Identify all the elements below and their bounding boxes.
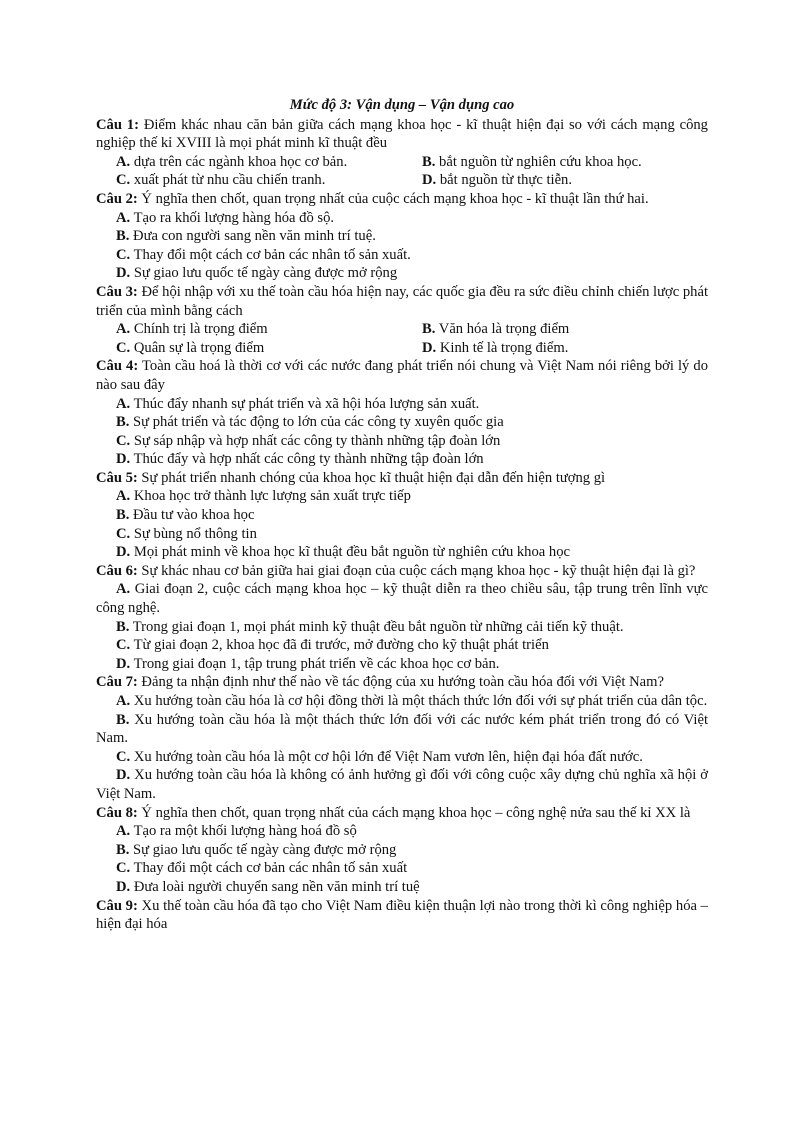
option-text: Xu hướng toàn cầu hóa là cơ hội đồng thời là một thách thức lớn đối với sự phát triển của dân tộc. — [133, 693, 708, 709]
option-c — [116, 432, 708, 451]
question-label: Câu 7: — [96, 674, 138, 691]
option-c — [116, 859, 708, 878]
answer-options — [96, 395, 708, 469]
answer-options — [96, 487, 708, 561]
option-d — [96, 766, 708, 803]
option-letter: A. — [116, 488, 131, 505]
option-letter: A. — [116, 395, 131, 412]
option-letter: A. — [116, 693, 131, 709]
answer-options — [116, 320, 708, 357]
question-stem: Ý nghĩa then chốt, quan trọng nhất của cách mạng khoa học – công nghệ nửa sau thế kỉ XX là — [141, 804, 691, 821]
question-text — [96, 673, 708, 692]
option-c — [116, 525, 708, 544]
option-text: Từ giai đoạn 2, khoa học đã đi trước, mở đường cho kỹ thuật phát triển — [133, 637, 549, 654]
option-text: Quân sự là trọng điểm — [133, 339, 265, 356]
question-text — [96, 116, 708, 153]
option-letter: D. — [116, 767, 131, 784]
option-text: Sự sáp nhập và hợp nhất các công ty thành những tập đoàn lớn — [133, 432, 501, 449]
question-text — [96, 804, 708, 823]
option-letter: B. — [116, 414, 130, 431]
question-5 — [96, 469, 708, 562]
option-letter: D. — [116, 265, 131, 282]
question-9 — [96, 897, 708, 934]
question-label: Câu 2: — [96, 190, 138, 207]
option-text: Khoa học trở thành lực lượng sản xuất trực tiếp — [133, 488, 411, 505]
option-text: Đưa loài người chuyển sang nền văn minh trí tuệ — [133, 878, 420, 895]
option-letter: B. — [116, 711, 130, 728]
option-letter: D. — [116, 544, 131, 561]
option-b — [116, 227, 708, 246]
question-stem: Để hội nhập với xu thế toàn cầu hóa hiện nay, các quốc gia đều ra sức điều chỉnh chiến lược phát triển của mình bằng cách — [96, 283, 709, 319]
answer-options — [116, 153, 708, 190]
option-text: Mọi phát minh về khoa học kĩ thuật đều bắt nguồn từ nghiên cứu khoa học — [133, 544, 570, 561]
answer-options — [96, 580, 708, 673]
option-letter: C. — [116, 339, 131, 356]
question-text — [96, 469, 708, 488]
option-b — [116, 506, 708, 525]
option-text: Tạo ra một khối lượng hàng hoá đồ sộ — [133, 823, 357, 840]
option-letter: B. — [116, 841, 130, 858]
option-text: Kinh tế là trọng điểm. — [439, 339, 569, 356]
question-1 — [96, 116, 708, 190]
option-text: Đầu tư vào khoa học — [133, 507, 255, 524]
option-text: Sự phát triển và tác động to lớn của các công ty xuyên quốc gia — [133, 414, 504, 431]
question-stem: Sự khác nhau cơ bản giữa hai giai đoạn của cuộc cách mạng khoa học - kỹ thuật hiện đại là gì? — [141, 562, 696, 579]
option-letter: C. — [116, 432, 131, 449]
question-stem: Điểm khác nhau căn bản giữa cách mạng khoa học - kĩ thuật hiện đại so với cách mạng công nghiệp thế kỉ XVIII là mọi phát minh kĩ thuật đều — [96, 116, 708, 152]
option-letter: D. — [422, 339, 437, 356]
option-d — [422, 339, 708, 358]
question-label: Câu 6: — [96, 562, 138, 579]
question-2 — [96, 190, 708, 283]
option-text: dựa trên các ngành khoa học cơ bản. — [133, 153, 348, 170]
option-b — [116, 841, 708, 860]
question-stem: Sự phát triển nhanh chóng của khoa học kĩ thuật hiện đại dẫn đến hiện tượng gì — [141, 469, 606, 486]
question-label: Câu 5: — [96, 469, 138, 486]
option-text: Thúc đẩy nhanh sự phát triển và xã hội hóa lượng sản xuất. — [133, 395, 480, 412]
option-text: Văn hóa là trọng điểm — [438, 321, 570, 338]
option-letter: C. — [116, 637, 131, 654]
option-letter: A. — [116, 321, 131, 338]
question-8 — [96, 804, 708, 897]
section-title: Mức độ 3: Vận dụng – Vận dụng cao — [289, 97, 515, 113]
option-d — [116, 543, 708, 562]
option-text: Sự giao lưu quốc tế ngày càng được mở rộng — [133, 841, 397, 858]
option-b — [116, 618, 708, 637]
option-text: bắt nguồn từ nghiên cứu khoa học. — [439, 153, 642, 170]
option-b — [116, 413, 708, 432]
option-a — [116, 153, 422, 172]
option-text: xuất phát từ nhu cầu chiến tranh. — [133, 172, 326, 189]
option-a — [116, 320, 422, 339]
option-letter: C. — [116, 525, 131, 542]
option-text: Xu hướng toàn cầu hóa là không có ảnh hưởng gì đối với công cuộc xây dựng chủ nghĩa xã hội ở Việt Nam. — [96, 767, 708, 802]
option-d — [116, 878, 708, 897]
option-letter: A. — [116, 581, 131, 598]
option-a — [96, 580, 708, 617]
option-letter: D. — [116, 655, 131, 672]
option-letter: D. — [116, 451, 131, 468]
option-d — [422, 171, 708, 190]
question-6 — [96, 562, 708, 674]
option-c — [116, 339, 422, 358]
question-label: Câu 4: — [96, 358, 139, 375]
option-letter: B. — [422, 321, 436, 338]
option-a — [96, 692, 708, 711]
option-letter: A. — [116, 823, 131, 840]
option-c — [116, 748, 708, 767]
option-letter: C. — [116, 860, 131, 877]
option-b — [422, 153, 708, 172]
answer-options — [96, 822, 708, 896]
question-label: Câu 1: — [96, 116, 139, 133]
option-text: Trong giai đoạn 1, mọi phát minh kỹ thuật đều bắt nguồn từ những cải tiến kỹ thuật. — [132, 618, 624, 635]
option-letter: B. — [116, 618, 130, 635]
question-text — [96, 897, 708, 934]
option-letter: D. — [422, 172, 437, 189]
question-text — [96, 283, 708, 320]
question-text — [96, 357, 708, 394]
question-3 — [96, 283, 708, 357]
option-a — [116, 487, 708, 506]
option-text: Giai đoạn 2, cuộc cách mạng khoa học – kỹ thuật diễn ra theo chiều sâu, tập trung trên lĩnh vực công nghệ. — [96, 581, 708, 617]
option-a — [116, 822, 708, 841]
option-d — [116, 655, 708, 674]
question-7 — [96, 673, 708, 803]
question-4 — [96, 357, 708, 469]
option-text: Sự bùng nổ thông tin — [133, 525, 257, 542]
question-text — [96, 562, 708, 581]
option-text: Xu hướng toàn cầu hóa là một thách thức lớn đối với các nước kém phát triển trong đó có Việt Nam. — [96, 711, 709, 747]
option-text: Thay đổi một cách cơ bản các nhân tố sản xuất — [133, 860, 408, 877]
option-letter: A. — [116, 153, 131, 170]
question-stem: Ý nghĩa then chốt, quan trọng nhất của cuộc cách mạng khoa học - kĩ thuật lần thứ hai. — [141, 190, 649, 207]
question-label: Câu 3: — [96, 283, 138, 300]
option-text: Chính trị là trọng điểm — [133, 321, 268, 338]
question-list — [96, 116, 708, 934]
option-text: Trong giai đoạn 1, tập trung phát triển về các khoa học cơ bản. — [133, 655, 500, 672]
option-text: Thay đổi một cách cơ bản các nhân tố sản xuất. — [133, 246, 411, 263]
option-letter: C. — [116, 172, 131, 189]
answer-options — [96, 692, 708, 804]
option-text: Thúc đẩy và hợp nhất các công ty thành những tập đoàn lớn — [133, 451, 484, 468]
option-b — [422, 320, 708, 339]
option-text: bắt nguồn từ thực tiễn. — [439, 172, 573, 189]
option-letter: B. — [422, 153, 436, 170]
option-letter: B. — [116, 507, 130, 524]
option-letter: C. — [116, 246, 131, 263]
option-text: Xu hướng toàn cầu hóa là một cơ hội lớn để Việt Nam vươn lên, hiện đại hóa đất nước. — [133, 748, 643, 765]
question-stem: Toàn cầu hoá là thời cơ với các nước đang phát triển nói chung và Việt Nam nói riêng bởi lý do nào sau đây — [96, 358, 709, 393]
option-d — [116, 450, 708, 469]
option-letter: B. — [116, 228, 130, 245]
question-text — [96, 190, 708, 209]
question-stem: Đảng ta nhận định như thế nào về tác động của xu hướng toàn cầu hóa đối với Việt Nam? — [141, 674, 664, 691]
option-a — [116, 395, 708, 414]
option-c — [116, 246, 708, 265]
answer-options — [96, 209, 708, 283]
option-text: Sự giao lưu quốc tế ngày càng được mở rộng — [133, 265, 398, 282]
option-text: Tạo ra khối lượng hàng hóa đồ sộ. — [133, 209, 335, 226]
option-c — [116, 636, 708, 655]
option-a — [116, 209, 708, 228]
option-d — [116, 264, 708, 283]
option-text: Đưa con người sang nền văn minh trí tuệ. — [133, 228, 376, 245]
option-letter: A. — [116, 209, 131, 226]
option-letter: C. — [116, 748, 131, 765]
question-label: Câu 9: — [96, 897, 138, 914]
option-letter: D. — [116, 878, 131, 895]
option-c — [116, 171, 422, 190]
option-b — [96, 711, 708, 748]
question-label: Câu 8: — [96, 804, 138, 821]
question-stem: Xu thế toàn cầu hóa đã tạo cho Việt Nam điều kiện thuận lợi nào trong thời kì công nghiệp hóa – hiện đại hóa — [96, 897, 708, 933]
